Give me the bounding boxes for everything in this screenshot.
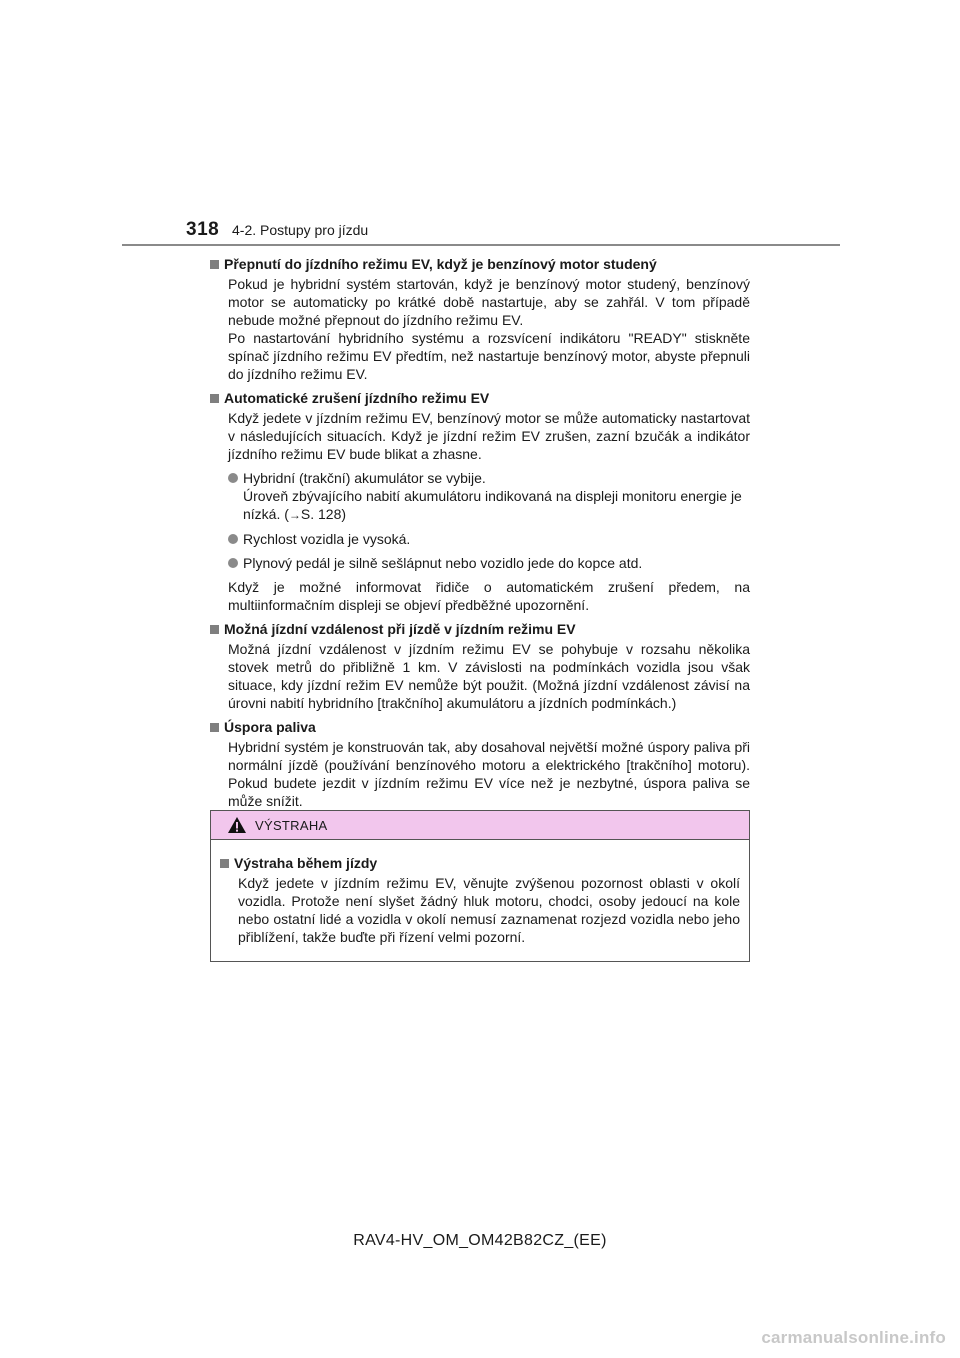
section-heading: Automatické zrušení jízdního režimu EV bbox=[224, 390, 490, 406]
section-heading: Úspora paliva bbox=[224, 719, 316, 735]
section-paragraph: Když jedete v jízdním režimu EV, benzínový motor se může automaticky nastartovat v následujících situacích. Když je jízdní režim EV zrušen, zazní bzučák a indikátor jízdního režimu EV bude blikat a zhasne. bbox=[228, 410, 750, 462]
bullet-text: Plynový pedál je silně sešlápnut nebo vozidlo jede do kopce atd. bbox=[243, 555, 643, 571]
bullet-item bbox=[228, 554, 750, 572]
bullet-text: Hybridní (trakční) akumulátor se vybije. bbox=[243, 470, 486, 486]
round-bullet-icon bbox=[228, 558, 238, 568]
warning-box bbox=[210, 810, 750, 962]
arrow-icon: → bbox=[288, 508, 301, 522]
round-bullet-icon bbox=[228, 534, 238, 544]
section-paragraph: Pokud je hybridní systém startován, když je benzínový motor studený, benzínový motor se automaticky po krátké době nastartuje, aby se zahřál. V tom případě nebude možné přepnout do jízdního režimu EV. bbox=[228, 276, 750, 328]
bullet-text: Úroveň zbývajícího nabití akumulátoru indikovaná na displeji monitoru energie je nízká. ( bbox=[243, 488, 742, 522]
warning-paragraph: Když jedete v jízdním režimu EV, věnujte zvýšenou pozornost oblasti v okolí vozidla. Protože není slyšet žádný hluk motoru, chodci, osoby jedoucí na kole nebo ostatní lidé a vozidla v okolí nemusí zaznamenat rozjezd vozidla nebo jeho přiblížení, takže buďte při řízení velmi pozorní. bbox=[238, 875, 740, 945]
bullet-item bbox=[228, 530, 750, 548]
section-paragraph: Možná jízdní vzdálenost v jízdním režimu EV se pohybuje v rozsahu několika stovek metrů do přibližně 1 km. V závislosti na podmínkách vozidla jsou však situace, kdy jízdní režim EV nemůže být použit. (Možná jízdní vzdálenost závisí na úrovni nabití hybridního [trakčního] akumulátoru a jízdních podmínkách.) bbox=[228, 641, 750, 711]
document-code: RAV4-HV_OM_OM42B82CZ_(EE) bbox=[353, 1232, 607, 1249]
section-paragraph: Hybridní systém je konstruován tak, aby dosahoval největší možné úspory paliva při normální jízdě (používání benzínového motoru a elektrického [trakčního] motoru). Pokud budete jezdit v jízdním režimu EV více než je nezbytné, úspora paliva se může snížit. bbox=[228, 739, 750, 809]
section-fuel-economy bbox=[210, 718, 750, 810]
watermark: carmanualsonline.info bbox=[761, 1328, 946, 1347]
header-rule bbox=[122, 244, 840, 246]
square-bullet-icon bbox=[220, 859, 229, 868]
section-title: 4-2. Postupy pro jízdu bbox=[232, 222, 369, 238]
warning-title: VÝSTRAHA bbox=[255, 817, 328, 833]
warning-header bbox=[211, 811, 749, 840]
section-ev-range bbox=[210, 620, 750, 712]
square-bullet-icon bbox=[210, 394, 219, 403]
square-bullet-icon bbox=[210, 723, 219, 732]
section-paragraph: Po nastartování hybridního systému a rozsvícení indikátoru "READY" stiskněte spínač jízdního režimu EV předtím, než nastartuje benzínový motor, abyste přepnuli do jízdního režimu EV. bbox=[228, 330, 750, 382]
page-reference-link[interactable]: S. 128) bbox=[300, 506, 347, 522]
square-bullet-icon bbox=[210, 260, 219, 269]
square-bullet-icon bbox=[210, 625, 219, 634]
page-number: 318 bbox=[186, 219, 220, 240]
round-bullet-icon bbox=[228, 473, 238, 483]
section-heading: Možná jízdní vzdálenost při jízdě v jízdním režimu EV bbox=[224, 621, 576, 637]
bullet-item bbox=[228, 469, 750, 524]
warning-heading: Výstraha během jízdy bbox=[234, 855, 378, 871]
section-ev-cold-engine bbox=[210, 255, 750, 383]
bullet-text: Rychlost vozidla je vysoká. bbox=[243, 531, 411, 547]
main-content bbox=[210, 255, 750, 816]
section-heading: Přepnutí do jízdního režimu EV, když je benzínový motor studený bbox=[224, 256, 657, 272]
section-auto-cancel bbox=[210, 389, 750, 614]
section-paragraph: Když je možné informovat řidiče o automatickém zrušení předem, na multiinformačním displeji se objeví předběžné upozornění. bbox=[228, 579, 750, 613]
warning-triangle-icon bbox=[227, 816, 247, 834]
